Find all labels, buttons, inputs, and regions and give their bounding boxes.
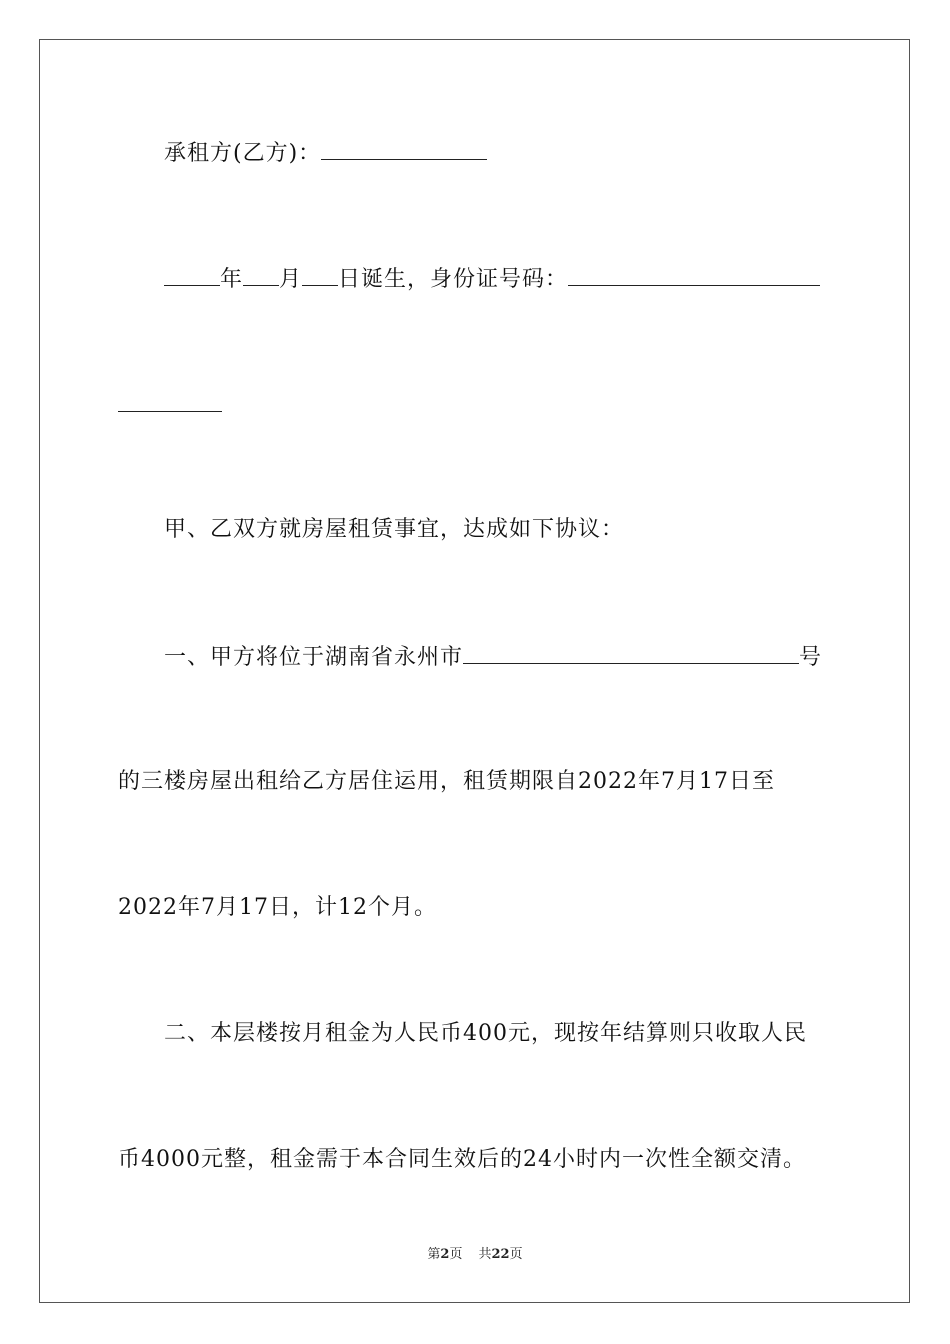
birth-id-line bbox=[118, 263, 884, 295]
address-blank[interactable] bbox=[463, 641, 799, 664]
lessee-line bbox=[118, 137, 884, 169]
total-pages: 22 bbox=[491, 1247, 510, 1262]
clause-two-cont bbox=[118, 1145, 838, 1175]
total-suffix: 页 bbox=[509, 1247, 523, 1262]
total-prefix: 共 bbox=[478, 1247, 492, 1262]
birth-month-blank[interactable] bbox=[243, 263, 279, 286]
agreement-intro bbox=[118, 515, 884, 545]
month-label: 月 bbox=[279, 267, 303, 292]
agreement-intro-text: 甲、乙双方就房屋租赁事宜，达成如下协议： bbox=[164, 517, 625, 542]
page-suffix: 页 bbox=[449, 1247, 463, 1262]
id-continuation-line bbox=[118, 389, 838, 421]
clause-two-line bbox=[118, 1019, 884, 1049]
clause-one-end bbox=[118, 893, 838, 923]
lease-term-text: 2022年7月17日，计12个月。 bbox=[118, 895, 437, 920]
clause-one-prefix: 一、甲方将位于湖南省永州市 bbox=[164, 645, 464, 670]
birth-year-blank[interactable] bbox=[164, 263, 220, 286]
rent-payment-text: 币4000元整，租金需于本合同生效后的24小时内一次性全额交清。 bbox=[118, 1147, 806, 1172]
birth-day-blank[interactable] bbox=[302, 263, 338, 286]
lessee-label: 承租方(乙方)： bbox=[164, 141, 322, 166]
page-prefix: 第 bbox=[427, 1247, 441, 1262]
id-number-continuation-blank[interactable] bbox=[118, 389, 222, 412]
birth-id-label: 日诞生，身份证号码： bbox=[338, 267, 569, 292]
clause-one-line bbox=[118, 641, 884, 673]
year-label: 年 bbox=[220, 267, 244, 292]
rent-text: 二、本层楼按月租金为人民币400元，现按年结算则只收取人民 bbox=[164, 1021, 807, 1046]
lessee-name-blank[interactable] bbox=[321, 137, 487, 160]
page-number: 2 bbox=[440, 1247, 450, 1262]
clause-one-suffix: 号 bbox=[799, 645, 823, 670]
clause-one-cont bbox=[118, 767, 838, 797]
id-number-blank[interactable] bbox=[568, 263, 820, 286]
page-footer bbox=[0, 1246, 950, 1264]
lease-period-text: 的三楼房屋出租给乙方居住运用，租赁期限自2022年7月17日至 bbox=[118, 769, 775, 794]
